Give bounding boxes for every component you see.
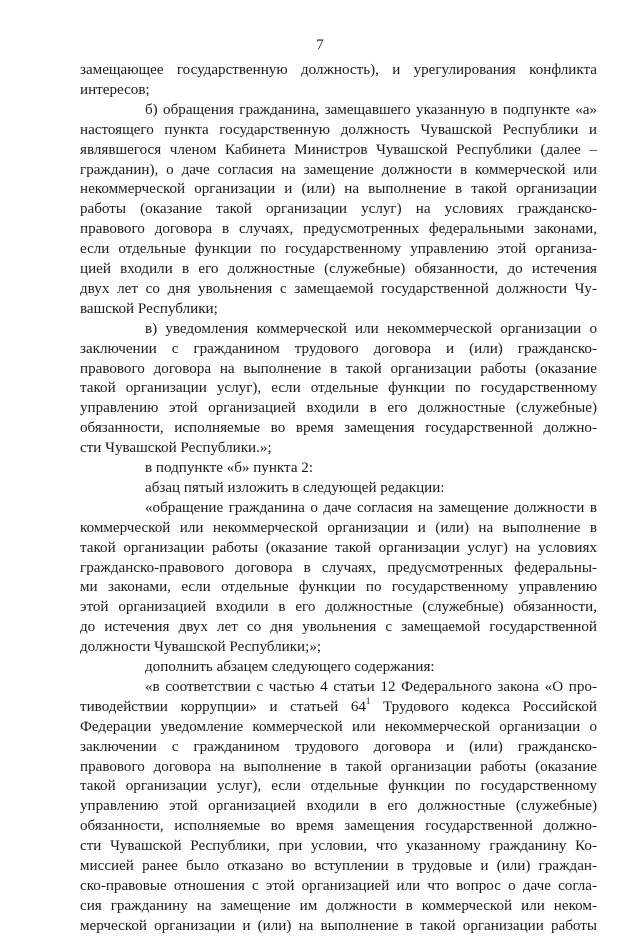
text-line: в подпункте «б» пункта 2: (145, 460, 314, 476)
text-line: в) уведомления коммерческой или некоммерческой организации о (145, 320, 597, 337)
text-line: мерческой организации и (или) на выполнение в такой организации работы (80, 917, 597, 934)
text-line: этой организацией входили в его должностные (служебные) обязанности, (80, 599, 597, 616)
text-line: ми законами, если отдельные функции по государственному управлению (80, 579, 597, 596)
text-line: работы (оказание такой организации услуг) на условиях гражданско- (80, 201, 597, 218)
text-line: сти Чувашской Республики.»; (80, 440, 272, 457)
text-segment: тиводействии коррупции» и статьей 64 (80, 698, 366, 715)
text-line: заключении с гражданином трудового договора и (или) гражданско- (80, 340, 597, 357)
text-line: Федерации уведомление коммерческой или некоммерческой организации о (80, 718, 597, 735)
text-line: гражданско-правового договора в случаях, предусмотренных федеральны- (80, 559, 597, 576)
text-line: такой организации услуг), если отдельные функции по государственному (80, 380, 597, 397)
text-line: гражданин), о даче согласия на замещение должности в коммерческой или (80, 161, 597, 178)
text-segment: Трудового кодекса Российской (370, 698, 597, 715)
text-line: «в соответствии с частью 4 статьи 12 Федерального закона «О про- (145, 678, 597, 695)
text-line: б) обращения гражданина, замещавшего указанную в подпункте «а» (145, 101, 597, 118)
superscript: 1 (365, 695, 371, 706)
text-line: обязанности, исполняемые во время замещения государственной должно- (80, 818, 597, 835)
text-line: обязанности, исполняемые во время замещения государственной должно- (80, 420, 597, 437)
text-line: сия гражданину на замещение им должности в коммерческой или неком- (80, 897, 597, 914)
text-line: миссией ранее было отказано во вступлении в трудовые и (или) граждан- (80, 858, 597, 874)
text-line: ско-правовые отношения с этой организацией или что вопрос о даче согла- (80, 877, 597, 894)
text-line: абзац пятый изложить в следующей редакции: (145, 479, 445, 496)
text-line: дополнить абзацем следующего содержания: (145, 659, 435, 675)
text-line: интересов; (80, 81, 150, 98)
text-line: некоммерческой организации и (или) на выполнение в такой организации (80, 181, 597, 198)
page-number: 7 (316, 37, 324, 53)
text-line: до истечения двух лет со дня увольнения с замещаемой государственной (80, 619, 597, 636)
text-line (80, 695, 597, 718)
text-line: управлению этой организацией входили в его должностные (служебные) (80, 400, 597, 417)
text-line: если отдельные функции по государственному управлению этой организа- (80, 241, 597, 258)
text-line: правового договора в случаях, предусмотренных федеральными законами, (80, 221, 597, 238)
text-line: такой организации услуг), если отдельные функции по государственному (80, 778, 597, 795)
text-line: правового договора на выполнение в такой организации работы (оказание (80, 758, 597, 775)
text-line: должности Чувашской Республики;»; (80, 639, 322, 656)
text-line: настоящего пункта государственную должность Чувашской Республики и (80, 121, 597, 138)
text-line: двух лет со дня увольнения с замещаемой государственной должности Чу- (80, 280, 597, 297)
text-line: замещающее государственную должность), и урегулирования конфликта (80, 62, 597, 78)
text-line: «обращение гражданина о даче согласия на замещение должности в (145, 499, 597, 516)
text-line: такой организации работы (оказание такой организации услуг) на условиях (80, 539, 597, 556)
text-line: правового договора на выполнение в такой организации работы (оказание (80, 360, 597, 377)
text-line: управлению этой организацией входили в его должностные (служебные) (80, 798, 597, 815)
text-line: вашской Республики; (80, 300, 218, 317)
text-line: заключении с гражданином трудового договора и (или) гражданско- (80, 738, 597, 755)
text-line: коммерческой или некоммерческой организации и (или) на выполнение в (80, 519, 597, 536)
text-line: сти Чувашской Республики, при условии, что указанному гражданину Ко- (80, 838, 597, 855)
text-line: цией входили в его должностные (служебные) обязанности, до истечения (80, 261, 597, 277)
text-line: являвшегося членом Кабинета Министров Чувашской Республики (далее – (80, 141, 597, 158)
